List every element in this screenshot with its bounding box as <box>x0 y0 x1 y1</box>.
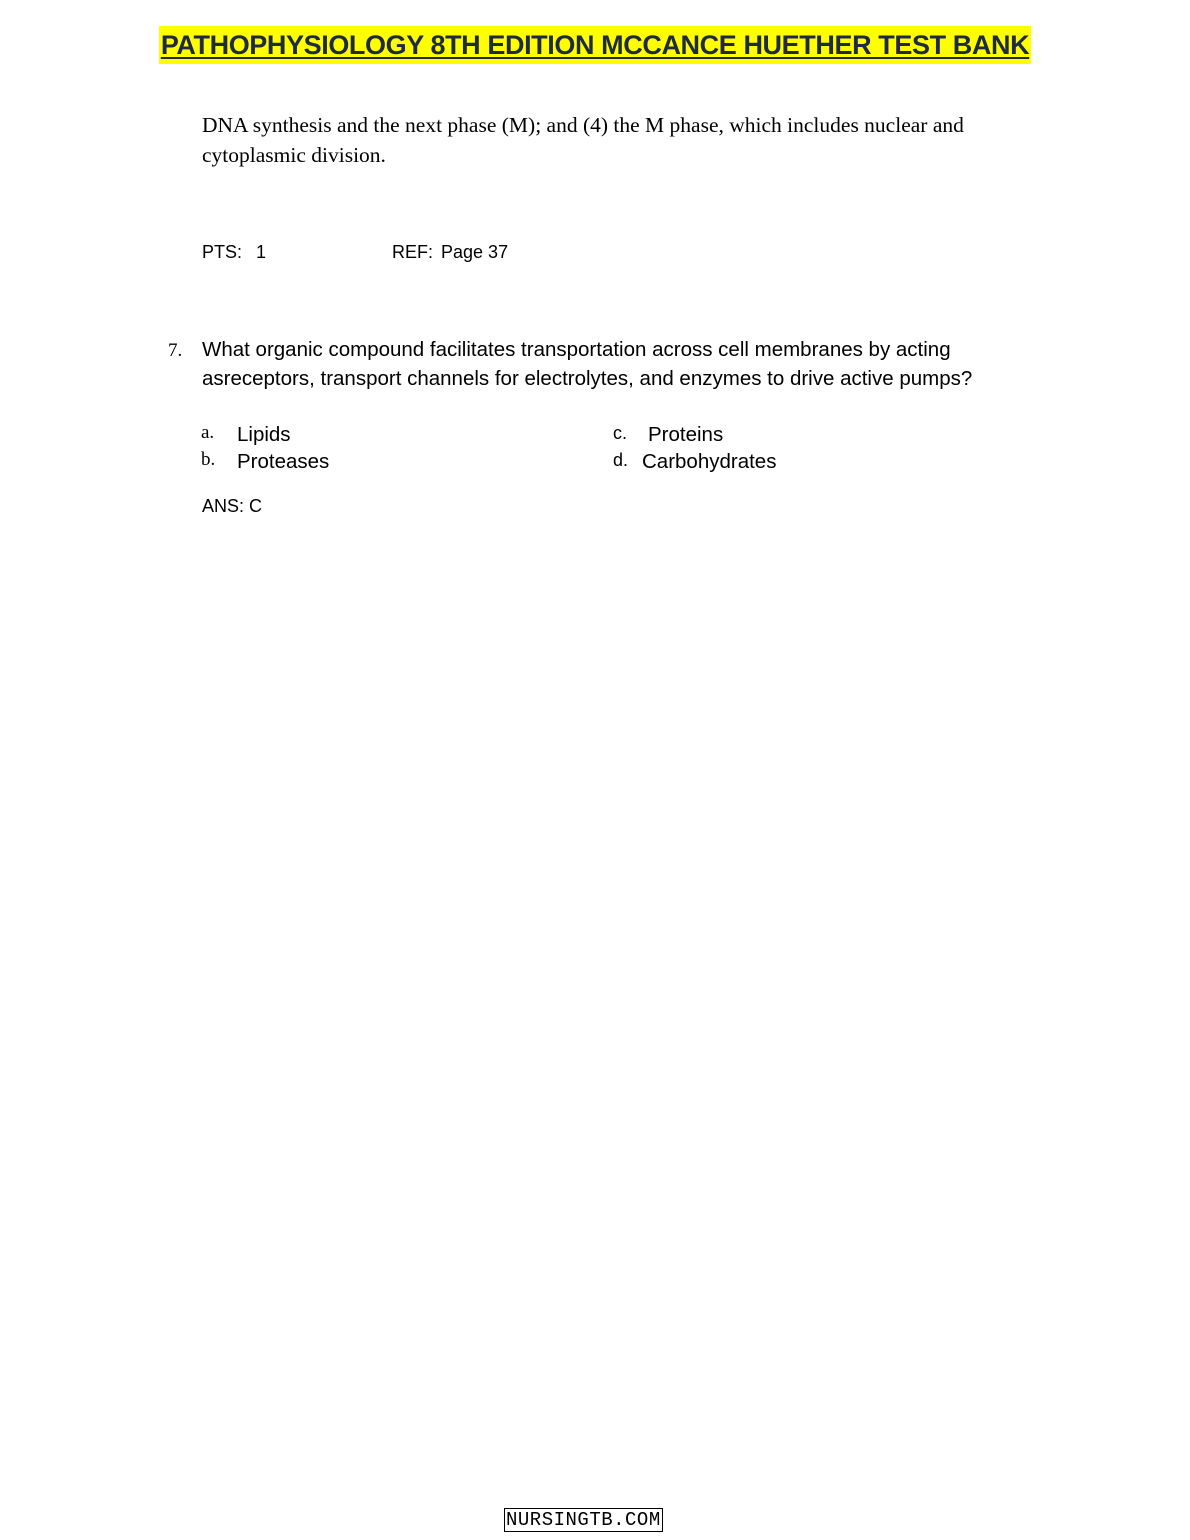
points-label: PTS: <box>202 242 243 262</box>
option-b-letter: b. <box>201 449 216 470</box>
page-header <box>0 26 1190 64</box>
reference-field <box>392 240 508 264</box>
option-a-text: Lipids <box>237 423 291 446</box>
rationale-continuation: DNA synthesis and the next phase (M); and (4) the M phase, which includes nuclear and cytoplasmic division. <box>202 113 964 167</box>
points-field <box>202 240 266 264</box>
option-d-letter: d. <box>613 450 629 470</box>
question-text: What organic compound facilitates transportation across cell membranes by acting asreceptors, transport channels for electrolytes, and enzymes to drive active pumps? <box>202 338 973 390</box>
option-a-letter: a. <box>201 422 215 443</box>
points-value: 1 <box>256 242 267 262</box>
option-c-text: Proteins <box>648 423 724 446</box>
option-b-text: Proteases <box>237 450 330 473</box>
footer-watermark-link[interactable]: NURSINGTB.COM <box>506 1509 661 1531</box>
reference-label: REF: <box>392 242 434 262</box>
test-bank-title: PATHOPHYSIOLOGY 8TH EDITION MCCANCE HUETHER TEST BANK <box>159 26 1031 64</box>
reference-value: Page 37 <box>441 242 509 262</box>
option-c-letter: c. <box>613 423 628 443</box>
question-number: 7. <box>168 340 183 361</box>
option-d-text: Carbohydrates <box>642 450 777 473</box>
answer-key: ANS: C <box>202 496 263 516</box>
